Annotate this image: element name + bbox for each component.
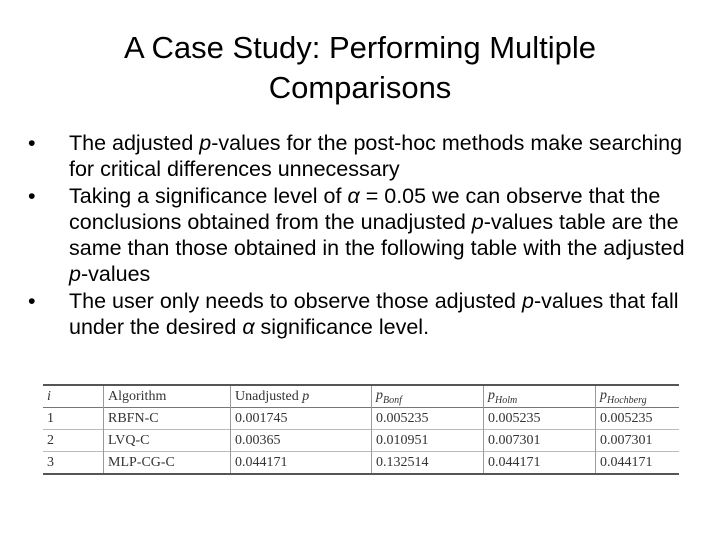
header-unadjusted-p: Unadjusted p <box>231 385 372 408</box>
bullet-text-1: The adjusted p-values for the post-hoc methods make searching for critical differences unnecessary <box>69 131 683 181</box>
slide-title-line-1: A Case Study: Performing Multiple <box>123 30 597 65</box>
bullet-item-2 <box>28 183 698 287</box>
header-p-hochberg: $p_{Hochberg}$ <box>596 385 680 408</box>
table-header-row <box>43 385 679 408</box>
bullet-dot: • <box>28 131 36 155</box>
cell-index: 2 <box>47 432 54 448</box>
cell-bonf: 0.005235 <box>372 408 484 430</box>
cell-algorithm: RBFN-C <box>104 408 231 430</box>
cell-algorithm: MLP-CG-C <box>104 452 231 475</box>
cell-unadjusted: 0.00365 <box>231 430 372 452</box>
cell-unadjusted: 0.001745 <box>231 408 372 430</box>
header-p-bonf: $p_{Bonf}$ <box>372 385 484 408</box>
cell-index: 3 <box>47 454 54 470</box>
cell-bonf: 0.132514 <box>372 452 484 475</box>
cell-unadjusted: 0.044171 <box>231 452 372 475</box>
bullet-item-3 <box>28 288 698 340</box>
bullet-list <box>28 130 698 341</box>
adjusted-p-values-table <box>43 384 679 475</box>
slide-title-line-2: Comparisons <box>268 70 452 105</box>
cell-algorithm: LVQ-C <box>104 430 231 452</box>
cell-hochberg: 0.005235 <box>596 408 680 430</box>
cell-holm: 0.005235 <box>484 408 596 430</box>
header-index: i <box>47 388 51 404</box>
adjusted-p-values-table-container <box>43 384 679 475</box>
slide-title <box>60 28 660 108</box>
cell-bonf: 0.010951 <box>372 430 484 452</box>
cell-holm: 0.044171 <box>484 452 596 475</box>
cell-hochberg: 0.044171 <box>596 452 680 475</box>
bullet-text-2: Taking a significance level of α = 0.05 we can observe that the conclusions obtained from the unadjusted p-values table are the same than those obtained in the following table with the adjusted p-values <box>69 184 685 286</box>
header-algorithm: Algorithm <box>104 385 231 408</box>
bullet-dot: • <box>28 184 36 208</box>
cell-holm: 0.007301 <box>484 430 596 452</box>
table-row <box>43 430 679 452</box>
cell-index: 1 <box>47 410 54 426</box>
bullet-text-3: The user only needs to observe those adjusted p-values that fall under the desired α significance level. <box>69 289 679 339</box>
cell-hochberg: 0.007301 <box>596 430 680 452</box>
bullet-dot: • <box>28 289 36 313</box>
bullet-item-1 <box>28 130 698 182</box>
table-row <box>43 452 679 475</box>
header-p-holm: $p_{Holm}$ <box>484 385 596 408</box>
table-row <box>43 408 679 430</box>
